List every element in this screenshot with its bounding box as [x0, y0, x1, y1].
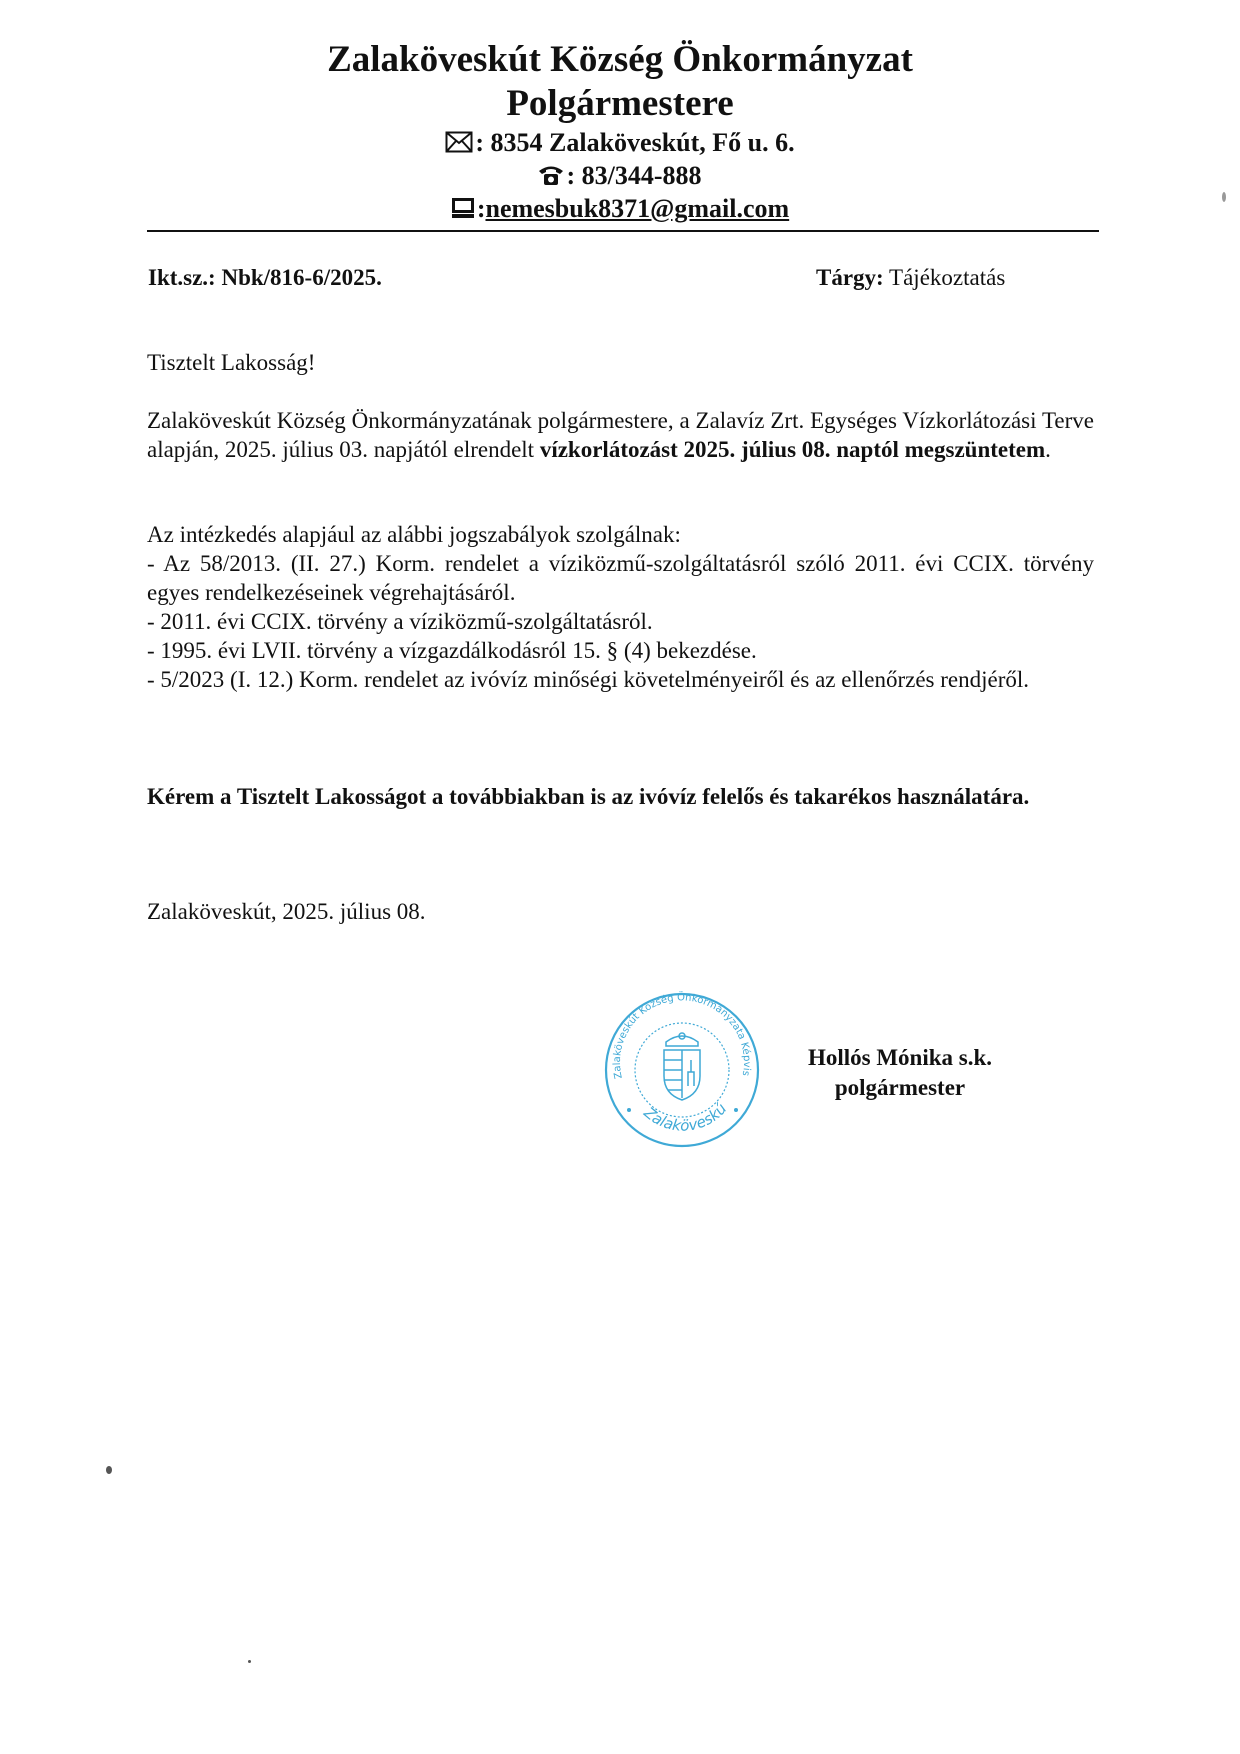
header-title-line1: Zalaköveskút Község Önkormányzat	[327, 39, 913, 80]
email-link[interactable]: nemesbuk8371@gmail.com	[485, 194, 790, 223]
reference-number: Ikt.sz.: Nbk/816-6/2025.	[148, 265, 382, 290]
telephone-icon	[538, 162, 564, 194]
legal-basis	[147, 520, 1094, 694]
request-paragraph: Kérem a Tisztelt Lakosságot a továbbiakban is az ivóvíz felelős és takarékos használatára.	[147, 784, 1030, 809]
signatory-name: Hollós Mónika s.k.	[807, 1045, 993, 1070]
scan-speck	[106, 1466, 112, 1474]
legal-intro: Az intézkedés alapjául az alábbi jogszabályok szolgálnak:	[147, 522, 681, 547]
main-paragraph-end: .	[1045, 437, 1051, 462]
main-paragraph	[147, 406, 1094, 464]
subject	[816, 264, 1005, 292]
signatory-title: polgármester	[834, 1075, 966, 1100]
header-email	[0, 193, 1240, 227]
seal-bottom-text: Zalaköveskú	[640, 1099, 731, 1135]
header-address	[0, 127, 1240, 161]
official-seal	[600, 990, 765, 1150]
envelope-icon	[445, 129, 473, 161]
greeting: Tisztelt Lakosság!	[147, 350, 316, 375]
address-text: : 8354 Zalaköveskút, Fő u. 6.	[475, 128, 795, 157]
scan-speck	[1222, 192, 1226, 202]
main-paragraph-text: Zalaköveskút Község Önkormányzatának polgármestere, a Zalavíz Zrt. Egységes Vízkorlátozási Terve alapján, 2025. július 03. napjától elrendelt	[147, 408, 1094, 462]
computer-icon	[451, 195, 475, 227]
legal-item: - 2011. évi CCIX. törvény a víziközmű-szolgáltatásról.	[147, 609, 653, 634]
legal-item: - 5/2023 (I. 12.) Korm. rendelet az ivóvíz minőségi követelményeiről és az ellenőrzés rendjéről.	[147, 667, 1029, 692]
header-phone	[0, 160, 1240, 194]
header-title-line2: Polgármestere	[506, 83, 734, 124]
header-divider	[147, 230, 1099, 232]
scan-speck	[248, 1660, 251, 1663]
legal-item: - 1995. évi LVII. törvény a vízgazdálkodásról 15. § (4) bekezdése.	[147, 638, 757, 663]
phone-text: : 83/344-888	[566, 161, 702, 190]
place-date: Zalaköveskút, 2025. július 08.	[147, 899, 426, 924]
legal-item: - Az 58/2013. (II. 27.) Korm. rendelet a víziközmű-szolgáltatásról szóló 2011. évi CCIX. törvény egyes rendelkezéseinek végrehajtásáról.	[147, 551, 1094, 605]
email-prefix: :	[476, 194, 486, 223]
subject-value: Tájékoztatás	[883, 265, 1006, 290]
subject-label: Tárgy:	[816, 265, 884, 290]
seal-outer-text: Zalaköveskút Község Önkormányzata Képvis	[611, 992, 753, 1080]
main-paragraph-bold: vízkorlátozást 2025. július 08. naptól megszüntetem	[539, 437, 1046, 462]
coat-of-arms-icon	[664, 1033, 700, 1100]
